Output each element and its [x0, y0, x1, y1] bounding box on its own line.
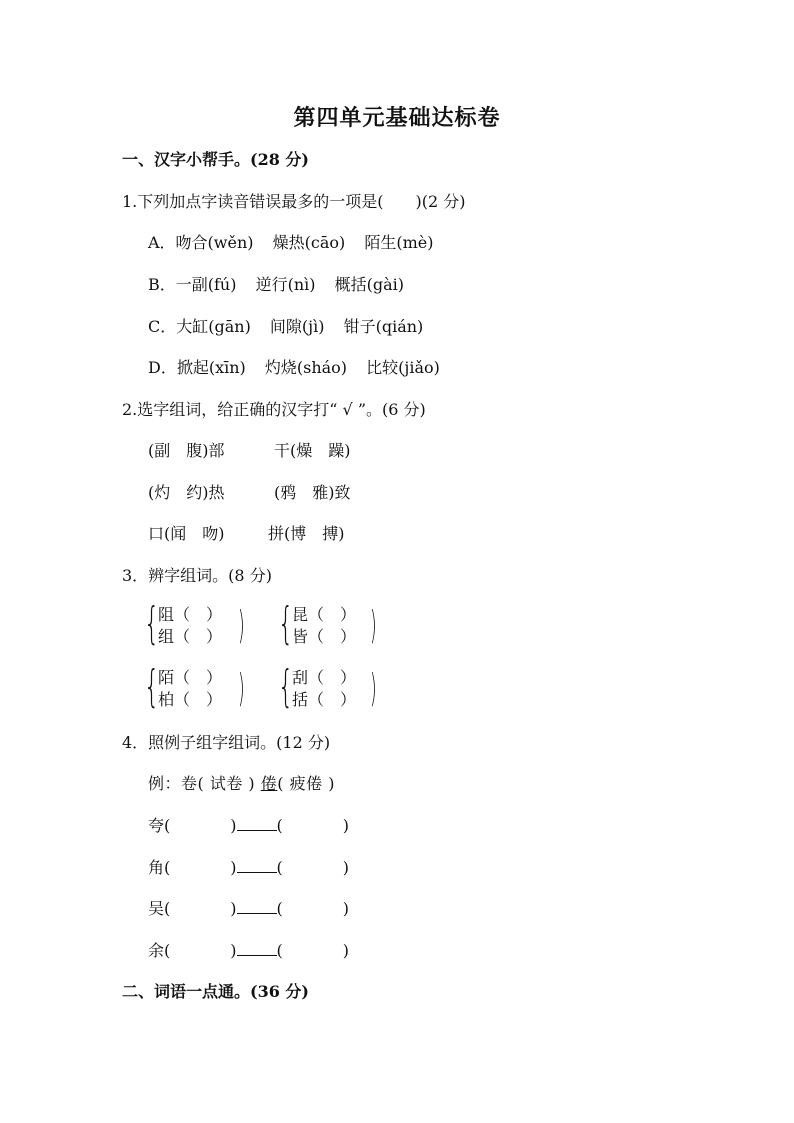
- q2-row-1-left: (副 腹)部: [148, 441, 225, 460]
- q1-b-1: B．一副(fú): [148, 275, 237, 294]
- right-paren-icon: ): [370, 666, 377, 710]
- page-title: 第四单元基础达标卷: [293, 105, 501, 131]
- q3-g1-row1: 阻（ ）: [158, 605, 223, 624]
- q3-g4-row1: 刮（ ）: [292, 668, 357, 687]
- q3-g2-row1: 昆（ ）: [292, 605, 357, 624]
- q4-row-4: 余( ) ( ): [148, 941, 350, 960]
- q2-stem: 2.选字组词，给正确的汉字打“ √ ”。(6 分): [122, 400, 426, 419]
- q1-a-3: 陌生(mè): [364, 233, 434, 252]
- q3-g3-row2: 柏（ ）: [158, 690, 223, 709]
- q3-group-1: [144, 598, 254, 654]
- q1-a-2: 燥热(cāo): [272, 233, 346, 252]
- left-brace-icon: {: [144, 598, 160, 649]
- q4-example: [148, 774, 335, 794]
- q1-d-3: 比较(jiǎo): [366, 358, 440, 377]
- q4-char-3: 吴: [148, 899, 165, 918]
- q3-stem: 3．辨字组词。(8 分): [122, 566, 272, 585]
- answer-blank[interactable]: [237, 941, 277, 956]
- q4-char-4: 余: [148, 941, 165, 960]
- q2-row-2-right: (鸦 雅)致: [274, 483, 351, 502]
- left-brace-icon: {: [144, 661, 160, 712]
- answer-blank[interactable]: [237, 858, 277, 873]
- q1-option-a: [148, 233, 447, 253]
- q4-example-char: 倦: [260, 774, 278, 793]
- answer-blank[interactable]: [237, 899, 277, 914]
- right-paren-icon: ): [238, 666, 245, 710]
- q3-g1-row2: 组（ ）: [158, 627, 223, 646]
- q1-d-2: 灼烧(sháo): [264, 358, 348, 377]
- q3-g2-row2: 皆（ ）: [292, 627, 357, 646]
- q1-option-c: [148, 317, 437, 337]
- q4-char-1: 夸: [148, 816, 165, 835]
- q1-b-3: 概括(gài): [334, 275, 404, 294]
- section-1-heading: 一、汉字小帮手。(28 分): [122, 150, 309, 169]
- section-2-heading: 二、词语一点通。(36 分): [122, 982, 309, 1001]
- q3-group-2: [278, 598, 388, 654]
- q2-row-1-right: 干(燥 躁): [274, 441, 351, 460]
- q1-option-b: [148, 275, 418, 295]
- q4-row-1: 夸( ) ( ): [148, 816, 350, 835]
- q4-example-prefix: 例：卷( 试卷 ): [148, 774, 256, 793]
- right-paren-icon: ): [370, 603, 377, 647]
- q1-a-1: A．吻合(wěn): [148, 233, 254, 252]
- q1-b-2: 逆行(nì): [255, 275, 316, 294]
- left-brace-icon: {: [278, 598, 294, 649]
- q1-c-2: 间隙(jì): [269, 317, 325, 336]
- answer-blank[interactable]: [237, 816, 277, 831]
- q1-c-3: 钳子(qián): [343, 317, 424, 336]
- q2-row-2-left: (灼 约)热: [148, 483, 225, 502]
- q3-g4-row2: 括（ ）: [292, 690, 357, 709]
- q2-row-3-right: 拼(博 搏): [268, 524, 345, 543]
- q4-row-3: 吴( ) ( ): [148, 899, 350, 918]
- q4-stem: 4．照例子组字组词。(12 分): [122, 733, 331, 752]
- q1-option-d: [148, 358, 454, 378]
- q2-row-3-left: 口(闻 吻): [148, 524, 225, 543]
- q3-group-3: [144, 661, 254, 717]
- q3-group-4: [278, 661, 388, 717]
- q1-c-1: C．大缸(gān): [148, 317, 251, 336]
- q1-stem: 1.下列加点字读音错误最多的一项是( )(2 分): [122, 192, 466, 211]
- q1-d-1: D．掀起(xīn): [148, 358, 246, 377]
- q4-char-2: 角: [148, 858, 165, 877]
- left-brace-icon: {: [278, 661, 294, 712]
- q4-row-2: 角( ) ( ): [148, 858, 350, 877]
- q3-g3-row1: 陌（ ）: [158, 668, 223, 687]
- right-paren-icon: ): [238, 603, 245, 647]
- q4-example-suffix: ( 疲倦 ): [277, 774, 335, 793]
